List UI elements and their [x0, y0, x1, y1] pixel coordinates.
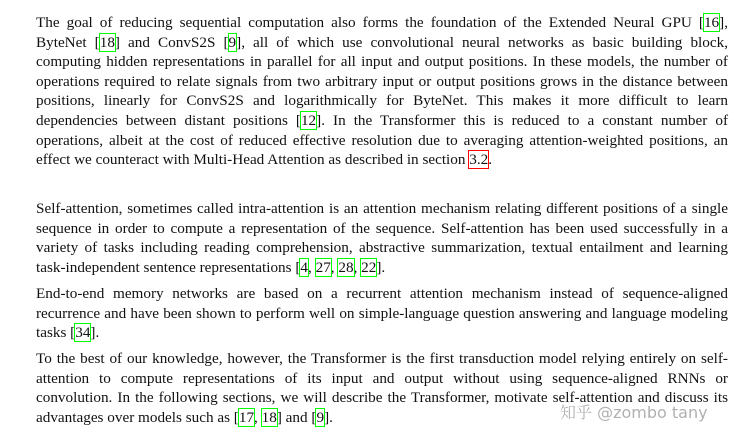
body-text: ,	[254, 408, 262, 426]
body-text: ]. In the Transformer this is reduced to a constant number of operations, albeit at the cost of reduced effective resolution due to averaging attention-weighted positions, an effect we counteract with Multi-Head Attention as described in section	[36, 111, 729, 169]
body-text: To the best of our knowledge, however, the Transformer is the first transduction model relying entirely on self-attention to compute representations of its input and output without using sequence-aligned RNNs or convolution. In the following sections, we will describe the Transformer, motivate self-attention and discuss its advantages over models such as [	[36, 350, 728, 426]
citation-link[interactable]: 18	[99, 33, 115, 51]
body-text: End-to-end memory networks are based on a recurrent attention mechanism instead of sequence-aligned recurrence and have been shown to perform well on simple-language question answering and language modeling tasks [	[36, 285, 728, 342]
body-text: ,	[353, 258, 362, 276]
body-text: ].	[90, 324, 100, 342]
paragraph-self-attention	[36, 199, 728, 277]
citation-link[interactable]: 16	[703, 14, 720, 31]
body-text: The goal of reducing sequential computation also forms the foundation of the Extended Neural GPU [	[36, 14, 704, 31]
citation-link[interactable]: 9	[228, 33, 237, 51]
body-text: .	[488, 151, 493, 169]
citation-link[interactable]: 34	[75, 324, 91, 342]
paragraph-related-work-convolution	[36, 13, 728, 170]
body-text: ] and ConvS2S [	[114, 33, 229, 51]
citation-link[interactable]: 12	[300, 111, 317, 129]
paragraph-transformer-intro	[36, 349, 728, 427]
body-text: ,	[308, 258, 316, 276]
citation-link[interactable]: 9	[316, 408, 325, 426]
citation-link[interactable]: 28	[338, 258, 354, 276]
body-text: ], ByteNet [	[36, 14, 728, 51]
body-text: ].	[324, 408, 333, 426]
body-text: ,	[330, 258, 339, 276]
body-text: ].	[376, 258, 386, 276]
body-text: ] and [	[276, 408, 317, 426]
citation-link[interactable]: 17	[238, 408, 255, 426]
watermark: 知乎 @zombo tany	[560, 403, 708, 422]
paragraph-memory-networks	[36, 284, 728, 343]
section-ref-link[interactable]: 3.2	[469, 151, 489, 169]
citation-link[interactable]: 22	[361, 258, 377, 276]
citation-link[interactable]: 18	[261, 408, 277, 426]
citation-link[interactable]: 27	[315, 258, 331, 276]
citation-link[interactable]: 4	[300, 258, 309, 276]
body-text: Self-attention, sometimes called intra-attention is an attention mechanism relating different positions of a single sequence in order to compute a representation of the sequence. Self-attention has been used successfully in a variety of tasks including reading comprehension, abstractive summarization, textual entailment and learning task-independent sentence representations [	[36, 200, 728, 276]
body-text: ], all of which use convolutional neural networks as basic building block, computing hidden representations in parallel for all input and output positions. In these models, the number of operations required to relate signals from two arbitrary input or output positions grows in the distance between positions, linearly for ConvS2S and logarithmically for ByteNet. This makes it more difficult to learn dependencies between distant positions [	[36, 33, 728, 129]
